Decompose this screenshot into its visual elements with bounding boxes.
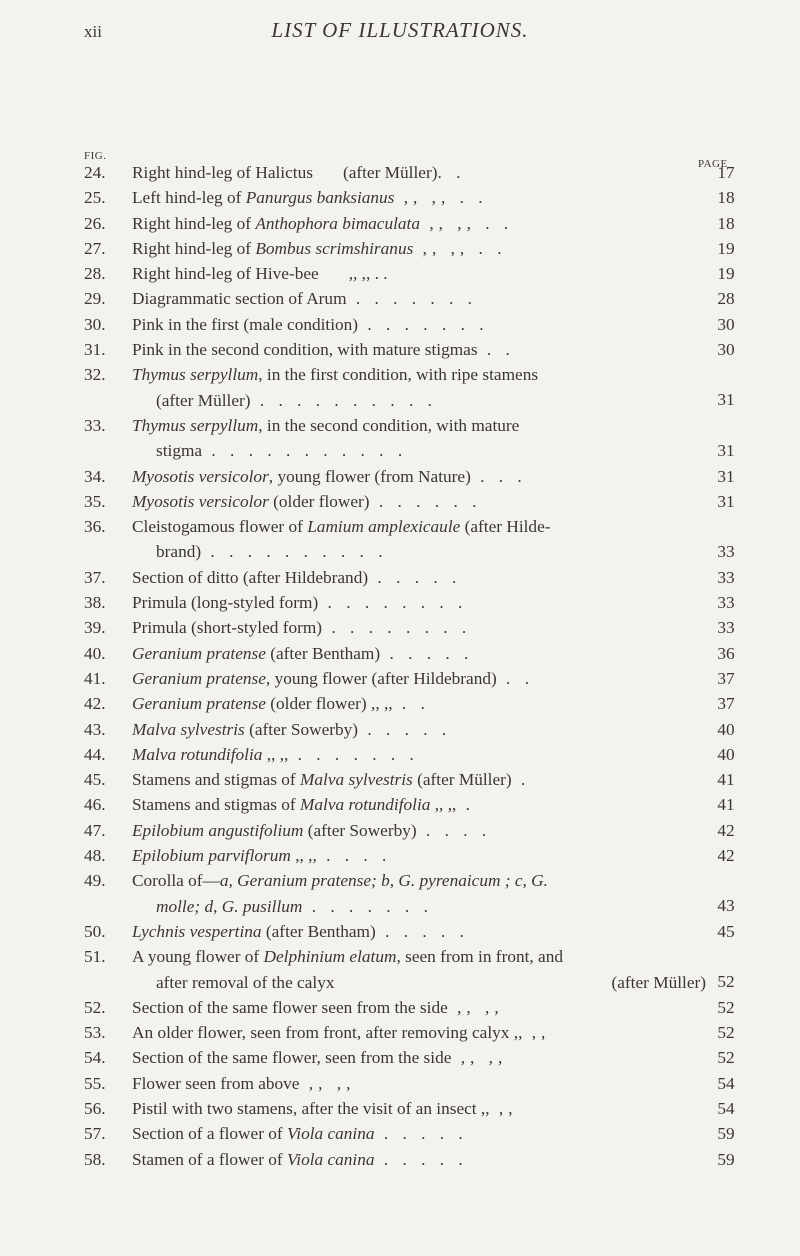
page-reference: 42 [717, 846, 735, 866]
species-name: Geranium pratense [132, 668, 266, 688]
entry-caption [132, 1045, 706, 1070]
leader-dots: . . . . . . . . . . . [202, 441, 408, 461]
caption-text: (after Bentham) [261, 921, 376, 941]
figure-number: 26. [84, 213, 106, 233]
leader-dots: ,, ,, [451, 1048, 508, 1068]
leader-dots: . [511, 770, 531, 790]
leader-dots: . . . . . [380, 643, 474, 663]
list-item [0, 742, 800, 767]
caption-continuation [132, 970, 706, 995]
figure-number: 52. [84, 997, 106, 1017]
list-item [0, 1071, 800, 1096]
list-item [0, 792, 800, 817]
entry-caption [132, 489, 706, 514]
caption-text: Right hind-leg of Hive-bee [132, 264, 319, 284]
species-name: molle; d, G. pusillum [156, 896, 303, 916]
page-reference: 37 [717, 668, 735, 688]
entry-caption [132, 160, 706, 185]
caption-text: , in the second condition, with mature [258, 415, 520, 435]
leader-dots: ,, ,, [299, 1073, 356, 1093]
page-reference: 28 [717, 289, 735, 309]
leader-dots: . . . . . [375, 921, 469, 941]
caption-text: after removal of the calyx [156, 972, 335, 992]
list-item [0, 1045, 800, 1070]
list-item [0, 767, 800, 792]
entry-caption [132, 1071, 706, 1096]
species-name: Malva rotundifolia [132, 744, 263, 764]
species-name: Myosotis versicolor [132, 466, 269, 486]
figure-number: 42. [84, 694, 106, 714]
caption-text: (after Müller) [156, 390, 251, 410]
entry-caption [132, 818, 706, 843]
caption-text: Primula (short-styled form) [132, 618, 323, 638]
page-number: xii [84, 22, 102, 41]
entry-caption [132, 792, 706, 817]
caption-text: Left hind-leg of [132, 188, 246, 208]
caption-text: Stamens and stigmas of [132, 795, 300, 815]
leader-dots: . . [392, 694, 430, 714]
page-reference: 18 [717, 188, 735, 208]
leader-dots: . . . . . . . [288, 744, 419, 764]
caption-text: (older flower) [268, 491, 370, 511]
caption-attribution: (after Müller) [342, 163, 438, 182]
caption-text: ,, ,, [262, 744, 289, 764]
entry-caption [132, 236, 706, 261]
list-item [0, 211, 800, 236]
entry-caption [132, 995, 706, 1020]
species-name: Lamium amplexicaule [307, 517, 461, 537]
species-name: Bombus scrimshiranus [255, 238, 414, 258]
list-item [0, 919, 800, 944]
list-item [0, 489, 800, 514]
page-reference: 31 [717, 466, 735, 486]
page-reference: 52 [717, 1048, 735, 1068]
caption-text: Section of the same flower, seen from the side [132, 1048, 452, 1068]
figure-number: 51. [84, 947, 106, 967]
page-reference: 52 [717, 1023, 735, 1043]
caption-text: ,, ,, [290, 846, 317, 866]
leader-dots: . . [437, 163, 466, 182]
list-item [0, 615, 800, 640]
entry-caption [132, 843, 706, 868]
list-item [0, 995, 800, 1020]
entry-caption [132, 337, 706, 362]
caption-continuation [132, 894, 706, 919]
caption-text: ,, ,, [430, 795, 457, 815]
list-item [0, 565, 800, 590]
entry-caption [132, 944, 706, 995]
caption-text: (after Müller) [412, 770, 512, 790]
leader-dots: . . . . . [368, 567, 462, 587]
page-reference: 54 [717, 1073, 735, 1093]
figure-number: 49. [84, 871, 106, 891]
figure-number: 35. [84, 491, 106, 511]
page-reference: 36 [717, 643, 735, 663]
figure-number: 50. [84, 921, 106, 941]
caption-attribution: (after Müller) [611, 972, 706, 992]
list-item [0, 1121, 800, 1146]
figure-number: 37. [84, 567, 106, 587]
species-name: Geranium pratense [132, 694, 266, 714]
list-item [0, 236, 800, 261]
page-title: LIST OF ILLUSTRATIONS. [271, 18, 529, 42]
page-reference: 33 [717, 618, 735, 638]
caption-text: , young flower (after Hildebrand) [265, 668, 497, 688]
entry-caption [132, 261, 706, 286]
caption-text: Pink in the second condition, with mature stigmas [132, 340, 478, 360]
entry-caption [132, 590, 706, 615]
caption-text: A young flower of [132, 947, 264, 967]
page-reference: 54 [717, 1098, 735, 1118]
species-name: Viola canina [287, 1149, 375, 1169]
leader-dots: ,, [489, 1098, 518, 1118]
caption-text: (older flower) ,, ,, [265, 694, 393, 714]
caption-text: Pistil with two stamens, after the visit of an insect ,, [132, 1098, 490, 1118]
species-name: Malva sylvestris [300, 770, 413, 790]
leader-dots: . . [477, 340, 515, 360]
page-reference: 19 [717, 238, 735, 258]
species-name: Thymus serpyllum [132, 365, 259, 385]
figure-number: 48. [84, 846, 106, 866]
species-name: Epilobium parviflorum [132, 846, 291, 866]
entry-caption [132, 185, 706, 210]
page-reference: 52 [717, 972, 735, 992]
caption-text: (after Bentham) [265, 643, 381, 663]
caption-text: Section of a flower of [132, 1124, 287, 1144]
list-item [0, 717, 800, 742]
caption-text: stigma [156, 441, 203, 461]
page-reference: 40 [717, 719, 735, 739]
species-name: Myosotis versicolor [132, 491, 269, 511]
page-reference: 42 [717, 820, 735, 840]
figure-number: 32. [84, 365, 106, 385]
figure-number: 30. [84, 314, 106, 334]
leader-dots: . . . . . . . [302, 896, 433, 916]
entry-caption [132, 1121, 706, 1146]
species-name: Geranium pratense [132, 643, 266, 663]
leader-dots: . . . . . [374, 1149, 468, 1169]
leader-dots: . . . . . [374, 1124, 468, 1144]
figure-number: 41. [84, 668, 106, 688]
figure-number: 36. [84, 517, 106, 537]
figure-number: 28. [84, 264, 106, 284]
leader-dots: . . . . [316, 846, 392, 866]
entry-caption [132, 767, 706, 792]
entry-caption [132, 312, 706, 337]
list-item [0, 362, 800, 413]
figure-number: 43. [84, 719, 106, 739]
entry-caption [132, 1096, 706, 1121]
entry-caption [132, 464, 706, 489]
list-item [0, 1096, 800, 1121]
page-reference: 33 [717, 567, 735, 587]
illustration-list [0, 160, 800, 1172]
figure-number: 31. [84, 340, 106, 360]
caption-text: Stamens and stigmas of [132, 770, 300, 790]
list-item [0, 590, 800, 615]
page-reference: 43 [717, 896, 735, 916]
page-reference: 33 [717, 593, 735, 613]
species-name: Malva sylvestris [132, 719, 245, 739]
caption-text: Section of the same flower seen from the side [132, 997, 448, 1017]
caption-text: (after Sowerby) [244, 719, 359, 739]
leader-dots: . . . . . [358, 719, 452, 739]
entry-caption [132, 413, 706, 464]
entry-caption [132, 742, 706, 767]
list-item [0, 868, 800, 919]
entry-caption [132, 691, 706, 716]
figure-number: 53. [84, 1023, 106, 1043]
caption-text: brand) [156, 542, 202, 562]
caption-text: Primula (long-styled form) [132, 593, 319, 613]
page-reference: 52 [717, 997, 735, 1017]
entry-caption [132, 514, 706, 565]
list-item [0, 944, 800, 995]
figure-number: 58. [84, 1149, 106, 1169]
figure-number: 33. [84, 415, 106, 435]
page-reference: 31 [717, 491, 735, 511]
entry-caption [132, 362, 706, 413]
figure-number: 38. [84, 593, 106, 613]
leader-dots: . . [496, 668, 535, 688]
entry-caption [132, 868, 706, 919]
page-reference: 33 [717, 542, 735, 562]
figure-number: 57. [84, 1124, 106, 1144]
page-reference: 30 [717, 340, 735, 360]
list-item [0, 464, 800, 489]
leader-dots: . . . . [416, 820, 492, 840]
figure-number: 46. [84, 795, 106, 815]
figure-number: 56. [84, 1098, 106, 1118]
entry-caption [132, 666, 706, 691]
figure-number: 54. [84, 1048, 106, 1068]
leader-dots: ,, ,, . . [394, 188, 488, 208]
caption-continuation [132, 438, 706, 463]
caption-text: An older flower, seen from front, after removing calyx ,, [132, 1023, 523, 1043]
page-reference: 18 [717, 213, 735, 233]
figure-number: 40. [84, 643, 106, 663]
caption-continuation [132, 388, 706, 413]
caption-text: (after Hilde- [460, 517, 551, 537]
leader-dots: . . . . . . . [346, 289, 477, 309]
caption-continuation [132, 539, 706, 564]
page-reference: 45 [717, 921, 735, 941]
page-reference: 41 [717, 770, 735, 790]
caption-text: Corolla of— [132, 871, 220, 891]
figure-number: 25. [84, 188, 106, 208]
list-item [0, 160, 800, 185]
leader-dots: . . . . . . . . . . [201, 542, 388, 562]
caption-text: Diagrammatic section of Arum [132, 289, 347, 309]
page-reference: 37 [717, 694, 735, 714]
figure-number: 45. [84, 770, 106, 790]
page-reference: 59 [717, 1149, 735, 1169]
caption-text: Right hind-leg of [132, 213, 256, 233]
leader-dots: ,, ,, . . [413, 238, 507, 258]
list-item [0, 666, 800, 691]
species-name: Epilobium angustifolium [132, 820, 304, 840]
page-reference: 40 [717, 744, 735, 764]
caption-text: , young flower (from Nature) [268, 466, 471, 486]
entry-caption [132, 286, 706, 311]
caption-text: , in the first condition, with ripe stamens [258, 365, 539, 385]
page-reference: 59 [717, 1124, 735, 1144]
entry-caption [132, 1020, 706, 1045]
page-reference: 31 [717, 440, 735, 460]
leader-dots: ,, ,, . . [420, 213, 514, 233]
species-name: a, Geranium pratense; b, G. pyrenaicum ; c, G. [219, 871, 548, 891]
entry-caption [132, 565, 706, 590]
leader-dots: . . . . . . . . [318, 593, 468, 613]
caption-text: Right hind-leg of Halictus [132, 163, 313, 182]
fig-column-heading: FIG. [84, 150, 107, 162]
entry-caption [132, 615, 706, 640]
list-item [0, 1020, 800, 1045]
leader-dots: ,, [522, 1023, 551, 1043]
leader-dots: . . . . . . [369, 491, 482, 511]
page-column-heading: PAGE [698, 158, 728, 170]
list-item [0, 413, 800, 464]
entry-caption [132, 211, 706, 236]
page-reference: 30 [717, 314, 735, 334]
list-item [0, 1147, 800, 1172]
species-name: Delphinium elatum [263, 947, 397, 967]
list-item [0, 818, 800, 843]
caption-text: Cleistogamous flower of [132, 517, 308, 537]
caption-text: Flower seen from above [132, 1073, 300, 1093]
caption-text: Stamen of a flower of [132, 1149, 287, 1169]
list-item [0, 514, 800, 565]
species-name: Thymus serpyllum [132, 415, 259, 435]
species-name: Viola canina [287, 1124, 375, 1144]
leader-dots: ,, ,, [447, 997, 504, 1017]
list-item [0, 312, 800, 337]
leader-dots: . . . . . . . . . . [250, 390, 437, 410]
figure-number: 55. [84, 1073, 106, 1093]
species-name: Malva rotundifolia [300, 795, 431, 815]
list-item [0, 286, 800, 311]
list-item [0, 843, 800, 868]
figure-number: 27. [84, 238, 106, 258]
list-item [0, 337, 800, 362]
leader-dots: . . . . . . . [358, 314, 489, 334]
figure-number: 47. [84, 820, 106, 840]
leader-dots: . . . . . . . . [322, 618, 472, 638]
figure-number: 24. [84, 163, 106, 182]
list-item [0, 641, 800, 666]
running-head [0, 18, 800, 58]
entry-caption [132, 641, 706, 666]
page-reference: 31 [717, 390, 735, 410]
figure-number: 34. [84, 466, 106, 486]
list-item [0, 691, 800, 716]
page-reference: 41 [717, 795, 735, 815]
caption-text: , seen from in front, and [396, 947, 563, 967]
caption-text: Pink in the first (male condition) [132, 314, 359, 334]
caption-text: Section of ditto (after Hildebrand) [132, 567, 369, 587]
species-name: Panurgus banksianus [245, 188, 395, 208]
page-reference: 19 [717, 264, 735, 284]
figure-number: 39. [84, 618, 106, 638]
list-item [0, 185, 800, 210]
caption-text: Right hind-leg of [132, 238, 256, 258]
entry-caption [132, 919, 706, 944]
page-reference: 17 [717, 163, 735, 182]
species-name: Anthophora bimaculata [255, 213, 421, 233]
entry-caption [132, 717, 706, 742]
caption-text: (after Sowerby) [303, 820, 417, 840]
leader-dots: . [456, 795, 475, 815]
leader-dots: . . . [470, 466, 527, 486]
species-name: Lychnis vespertina [132, 921, 262, 941]
list-item [0, 261, 800, 286]
figure-number: 44. [84, 744, 106, 764]
entry-caption [132, 1147, 706, 1172]
caption-attribution: ,, ,, . . [348, 264, 388, 284]
figure-number: 29. [84, 289, 106, 309]
